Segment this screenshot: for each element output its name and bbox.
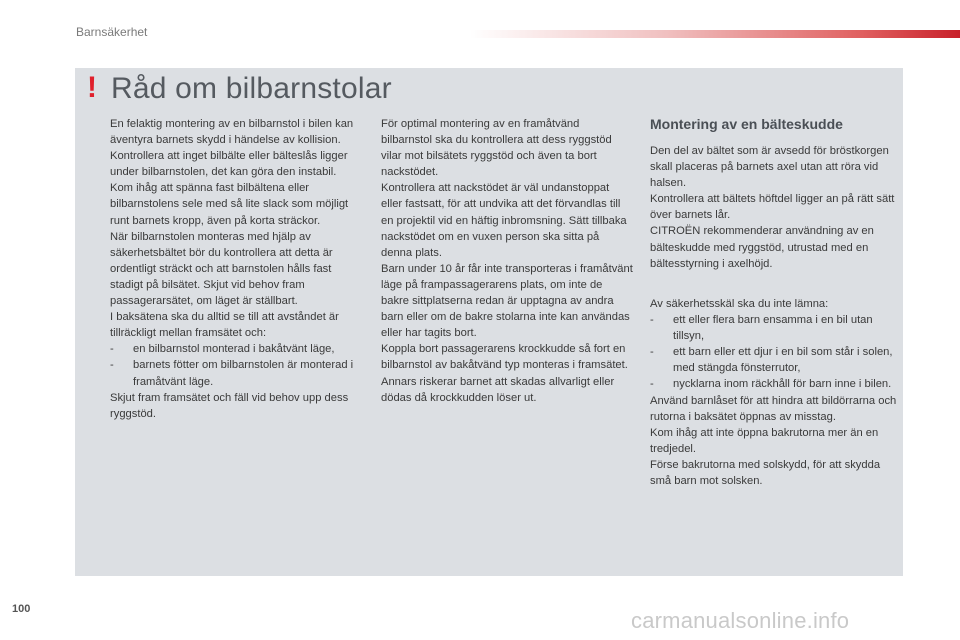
list-item-text: barnets fötter om bilbarnstolen är monterad i framåtvänt läge.: [133, 359, 354, 388]
dash-bullet: -: [650, 346, 654, 359]
paragraph: Kom ihåg att spänna fast bilbältena eller bilbarnstolens sele med så lite slack som möjligt runt barnets kropp, även på korta sträckor.: [110, 182, 349, 227]
paragraph: Kom ihåg att inte öppna bakrutorna mer än en tredjedel.: [650, 426, 879, 455]
paragraph: CITROËN rekommenderar användning av en bälteskudde med ryggstöd, utrustad med en bältesstyrning i axelhöjd.: [650, 225, 874, 270]
paragraph: Kontrollera att inget bilbälte eller bälteslås ligger under bilbarnstolen, det kan göra den instabil.: [110, 150, 348, 179]
paragraph: Kontrollera att bältets höftdel ligger an på rätt sätt över barnets lår.: [650, 193, 895, 222]
section-header: Barnsäkerhet: [76, 25, 148, 39]
paragraph: En felaktig montering av en bilbarnstol i bilen kan äventyra barnets skydd i händelse av kollision.: [110, 118, 354, 147]
header-accent-bar: [470, 30, 960, 38]
dash-bullet: -: [110, 343, 114, 356]
list-item: [650, 312, 902, 344]
list-item-text: ett barn eller ett djur i en bil som står i solen, med stängda fönsterrutor,: [673, 346, 893, 375]
paragraph: Den del av bältet som är avsedd för bröstkorgen skall placeras på barnets axel utan att röra vid halsen.: [650, 145, 889, 190]
paragraph: Skjut fram framsätet och fäll vid behov upp dess ryggstöd.: [110, 391, 349, 420]
list-item-text: ett eller flera barn ensamma i en bil utan tillsyn,: [673, 314, 873, 343]
column-1: [110, 116, 362, 422]
watermark: carmanualsonline.info: [631, 608, 850, 633]
list-item: [110, 341, 362, 357]
paragraph: Koppla bort passagerarens krockkudde så fort en bilbarnstol av bakåtvänd typ monteras i framsätet.: [381, 343, 628, 372]
page-number: 100: [12, 603, 31, 615]
paragraph: Använd barnlåset för att hindra att bildörrarna och rutorna i baksätet öppnas av misstag.: [650, 394, 897, 423]
list-item: [650, 344, 902, 376]
dash-bullet: -: [650, 378, 654, 391]
list-item: [650, 376, 902, 392]
page-title: Råd om bilbarnstolar: [111, 72, 392, 105]
column-3-bottom: [650, 296, 902, 489]
list-item: [110, 357, 362, 389]
dash-bullet: -: [650, 314, 654, 327]
paragraph: För optimal montering av en framåtvänd bilbarnstol ska du kontrollera att dess ryggstöd vilar mot bilsätets ryggstöd och även ta bort nackstödet.: [381, 118, 612, 179]
section-heading: Montering av en bälteskudde: [650, 116, 843, 132]
paragraph: Annars riskerar barnet att skadas allvarligt eller dödas då krockkudden löser ut.: [381, 375, 615, 404]
column-2: [381, 116, 633, 406]
list-item-text: en bilbarnstol monterad i bakåtvänt läge,: [133, 343, 335, 356]
paragraph: Kontrollera att nackstödet är väl undanstoppat eller fastsatt, för att undvika att det förvandlas till en projektil vid en häftig inbromsning. Sätt tillbaka nackstödet om en vuxen person ska sitta på denna plats.: [381, 182, 627, 259]
dash-bullet: -: [110, 359, 114, 372]
paragraph: I baksätena ska du alltid se till att avståndet är tillräckligt mellan framsätet och:: [110, 311, 339, 340]
warning-icon: !: [87, 71, 97, 104]
list-item-text: nycklarna inom räckhåll för barn inne i bilen.: [673, 378, 892, 391]
paragraph: Av säkerhetsskäl ska du inte lämna:: [650, 298, 829, 310]
paragraph: Barn under 10 år får inte transporteras i framåtvänt läge på frampassagerarens plats, om inte de bakre sittplatserna redan är upptagna av andra barn eller om de bakre stolarna inte kan användas eller har tagits bort.: [381, 262, 633, 340]
column-3-top: [650, 143, 902, 272]
paragraph: Förse bakrutorna med solskydd, för att skydda små barn mot solsken.: [650, 458, 881, 488]
paragraph: När bilbarnstolen monteras med hjälp av säkerhetsbältet bör du kontrollera att detta är ordentligt sträckt och att barnstolen hålls fast stadigt på bilsätet. Skjut vid behov fram passagerarsätet, om läget är ställbart.: [110, 230, 333, 308]
